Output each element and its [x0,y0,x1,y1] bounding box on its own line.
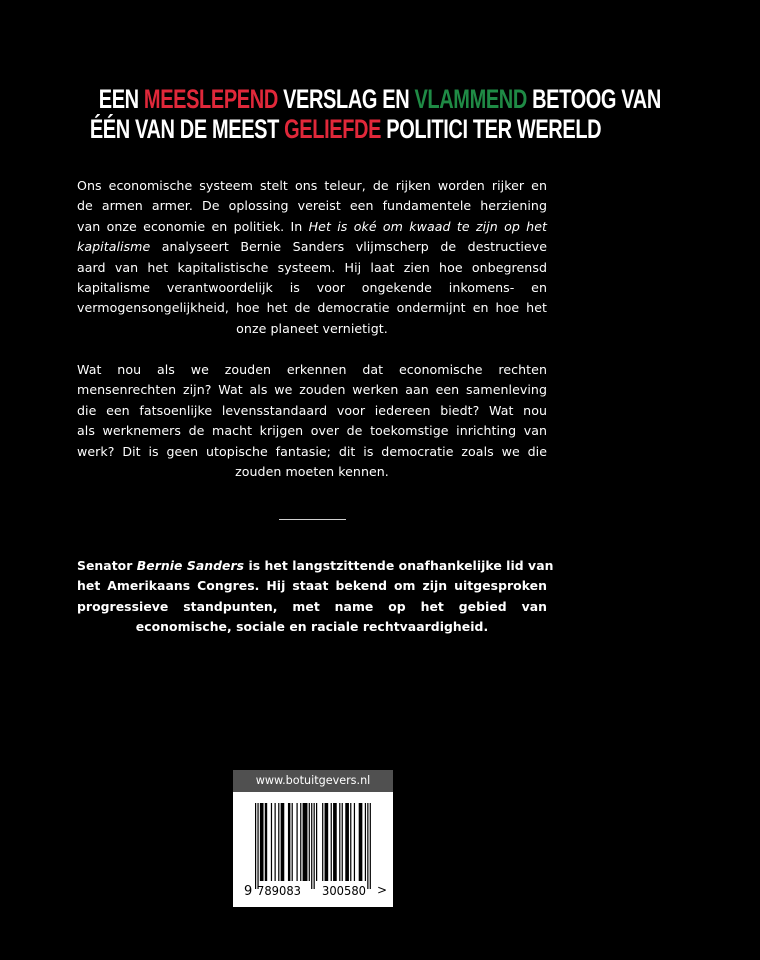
barcode-bar [339,803,340,881]
barcode-bar [265,803,267,881]
barcode-bar [345,803,349,881]
paragraph1-line [77,217,547,237]
headline-segment-green: VLAMMEND [414,84,527,114]
barcode-bar [260,803,264,881]
barcode-bar [296,803,297,881]
paragraph2-line [77,360,547,380]
bio-line [77,576,547,596]
text: kapitalisme verantwoordelijk is voor ongekende inkomens- en [77,279,547,295]
headline-line-2-text [90,114,601,144]
bio-line [77,597,547,617]
barcode-bar [354,803,355,881]
paragraph1-line [77,319,547,339]
barcode-bar [292,803,293,881]
bio-line [77,556,554,576]
text: analyseert Bernie Sanders vlijmscherp de destructieve [150,239,547,255]
headline-segment-red: MEESLEPEND [143,84,278,114]
barcode-bar [275,803,276,881]
barcode-box [233,770,393,907]
barcode-first-digit: 9 [244,884,253,899]
italic-text: Het is oké om kwaad te zijn op het [308,218,548,234]
text: Senator [77,558,137,573]
text: is het langstzittende onafhankelijke lid van [244,558,554,573]
text: vermogensongelijkheid, hoe het de democratie ondermijnt en hoe het [77,300,547,316]
headline-segment: POLITICI TER WERELD [381,114,602,144]
paragraph1-line [77,196,547,216]
text: die een fatsoenlijke levensstandaard voor iedereen biedt? Wat nou [77,402,547,418]
bio-line [77,617,547,637]
headline-segment: EEN [98,84,144,114]
barcode-bar [325,803,329,881]
barcode-bar [365,803,366,881]
barcode-bar [309,803,310,881]
paragraph1-line [77,278,547,298]
barcode-bar [300,803,301,881]
text: zouden moeten kennen. [235,463,389,479]
text: van onze economie en politiek. In [77,218,309,234]
barcode-guard-bar [311,803,312,889]
publisher-url: www.botuitgevers.nl [233,770,393,792]
barcode-bar [303,803,308,881]
headline-segment: VERSLAG EN [277,84,415,114]
headline-line-1 [0,84,661,114]
description-paragraph-1 [77,176,547,339]
text: werk? Dit is geen utopische fantasie; dit is democratie zoals we die [77,443,547,459]
barcode-bar [316,803,317,881]
barcode-right-digits: 300580 [322,883,367,898]
text: Wat nou als we zouden erkennen dat economische rechten [77,362,547,377]
section-divider [279,519,346,520]
barcode-left-digits: 789083 [257,883,301,898]
headline-segment: ÉÉN VAN DE MEEST [89,114,285,144]
paragraph1-line [77,176,547,196]
paragraph2-line [77,380,547,400]
headline-segment: BETOOG VAN [526,84,661,114]
barcode-bar [333,803,337,881]
headline-segment-red: GELIEFDE [284,114,382,144]
paragraph2-line [77,421,547,441]
text: als werknemers de macht krijgen over de toekomstige inrichting van [77,423,547,439]
italic-text: Bernie Sanders [136,558,245,573]
barcode-guard-bar [370,803,371,889]
barcode-quiet-zone-mark: > [377,883,388,897]
barcode-guard-bar [314,803,315,889]
description-paragraph-2 [77,360,547,482]
text: de armen armer. De oplossing vereist een fundamentele herziening [77,198,547,214]
paragraph1-line [77,258,547,278]
paragraph2-line [77,401,547,421]
barcode-guard-bar [367,803,368,889]
barcode-bar [331,803,332,881]
barcode-bars [255,803,371,889]
barcode-bar [322,803,323,881]
text: economische, sociale en raciale rechtvaardigheid. [135,619,489,635]
text: Ons economische systeem stelt ons teleur, de rijken worden rijker en [77,178,547,193]
barcode-bar [278,803,279,881]
barcode-bar [359,803,363,881]
barcode-bar [288,803,290,881]
text: progressieve standpunten, met name op het gebied van [77,598,547,614]
text: aard van het kapitalistische systeem. Hij laat zien hoe onbegrensd [77,259,547,275]
text: onze planeet vernietigt. [236,320,388,336]
barcode-bar [350,803,351,881]
headline-line-1-text [99,84,661,114]
barcode-bar [271,803,272,881]
isbn-barcode [233,792,393,907]
barcode-bar [281,803,285,881]
barcode-bar [342,803,343,881]
italic-text: kapitalisme [77,239,151,255]
barcode-guard-bar [255,803,256,889]
barcode-guard-bar [257,803,258,889]
headline-line-2 [0,114,628,144]
text: mensenrechten zijn? Wat als we zouden werken aan een samenleving [77,382,547,398]
text: het Amerikaans Congres. Hij staat bekend om zijn uitgesproken [77,578,547,594]
paragraph1-line [77,237,547,257]
paragraph1-line [77,298,547,318]
paragraph2-line [77,462,547,482]
author-bio [77,556,554,638]
paragraph2-line [77,442,547,462]
